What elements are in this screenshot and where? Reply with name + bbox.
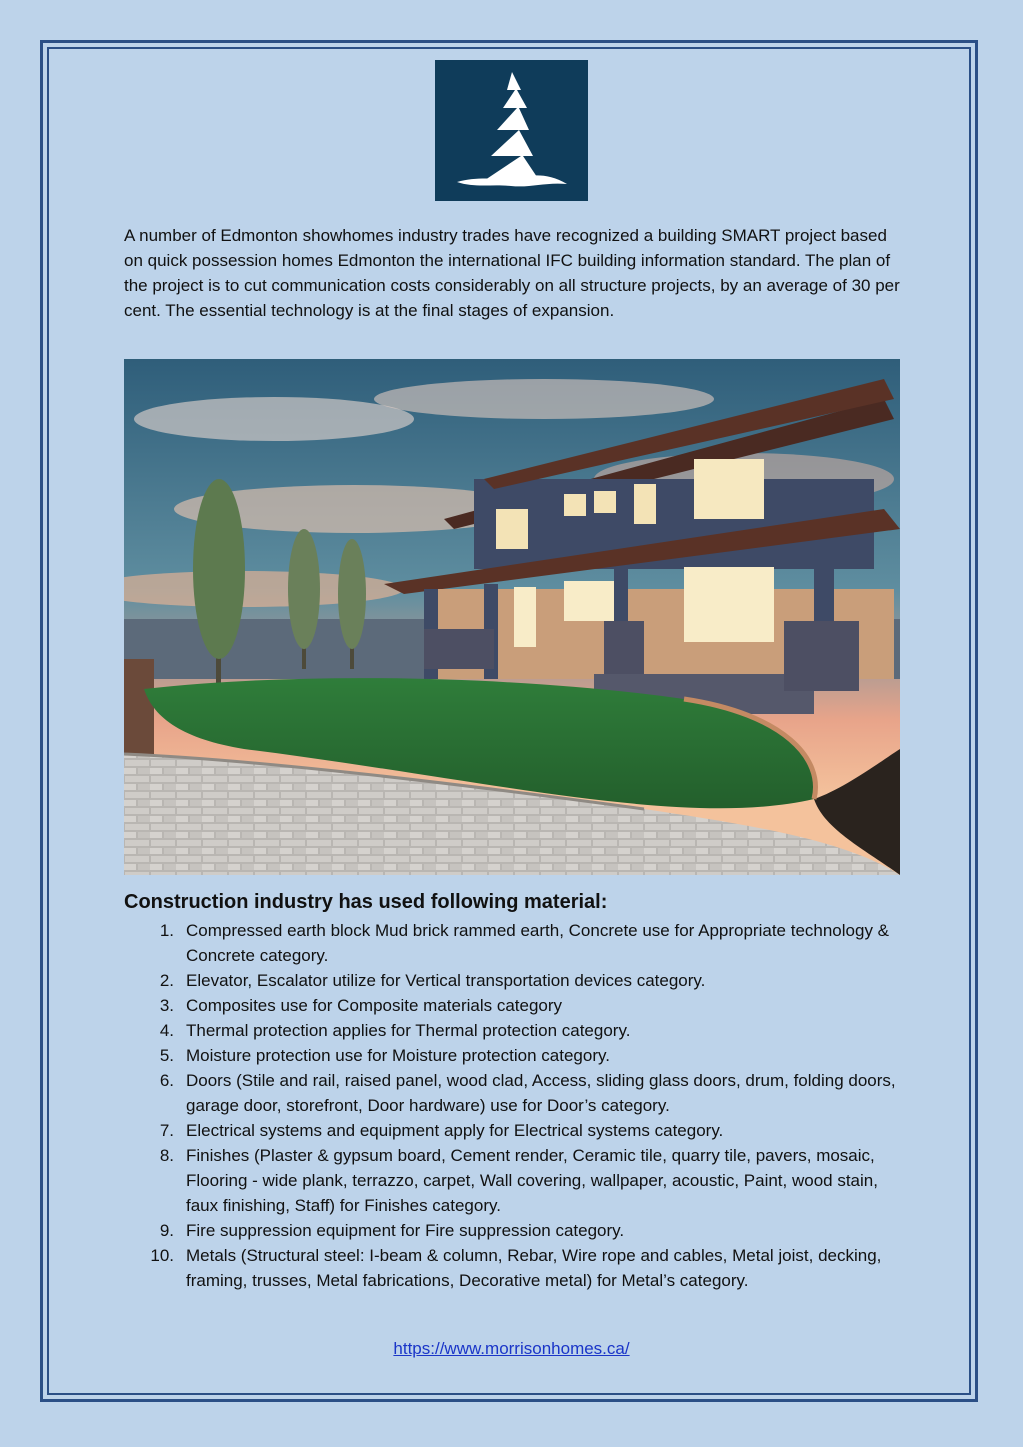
list-item: 5. Moisture protection use for Moisture protection category.	[159, 1046, 610, 1065]
list-item: 2. Elevator, Escalator utilize for Vertical transportation devices category.	[159, 971, 706, 990]
list-item: 3. Composites use for Composite materials category	[159, 996, 563, 1015]
list-item: 9. Fire suppression equipment for Fire suppression category.	[159, 1221, 625, 1240]
house-photo	[124, 359, 900, 875]
materials-heading: Construction industry has used following material:	[124, 891, 608, 913]
list-item: 8. Finishes (Plaster & gypsum board, Cement render, Ceramic tile, quarry tile, pavers, mosaic, Flooring - wide plank, terrazzo, carpet, Wall covering, wallpaper, acoustic, Paint, wood stain, faux finishing, Staff) for Finishes category.	[159, 1146, 878, 1215]
list-item: 6. Doors (Stile and rail, raised panel, wood clad, Access, sliding glass doors, drum, folding doors, garage door, storefront, Door hardware) use for Door’s category.	[159, 1071, 896, 1115]
website-link[interactable]: https://www.morrisonhomes.ca/	[393, 1339, 630, 1358]
list-item: 10. Metals (Structural steel: I-beam & column, Rebar, Wire rope and cables, Metal joist, decking, framing, trusses, Metal fabrications, Decorative metal) for Metal’s category.	[150, 1246, 882, 1290]
list-item: 1. Compressed earth block Mud brick rammed earth, Concrete use for Appropriate technology & Concrete category.	[159, 921, 890, 965]
intro-paragraph: A number of Edmonton showhomes industry trades have recognized a building SMART project based on quick possession homes Edmonton the international IFC building information standard. The plan of the project is to cut communication costs considerably on all structure projects, by an average of 30 per cent. The essential technology is at the final stages of expansion.	[124, 226, 900, 320]
house-illustration	[124, 359, 900, 875]
company-logo	[435, 60, 588, 201]
materials-list	[124, 918, 914, 1293]
footer	[0, 1336, 1023, 1361]
list-item: 7. Electrical systems and equipment apply for Electrical systems category.	[159, 1121, 724, 1140]
pine-tree-icon	[435, 60, 588, 201]
list-item: 4. Thermal protection applies for Thermal protection category.	[159, 1021, 631, 1040]
